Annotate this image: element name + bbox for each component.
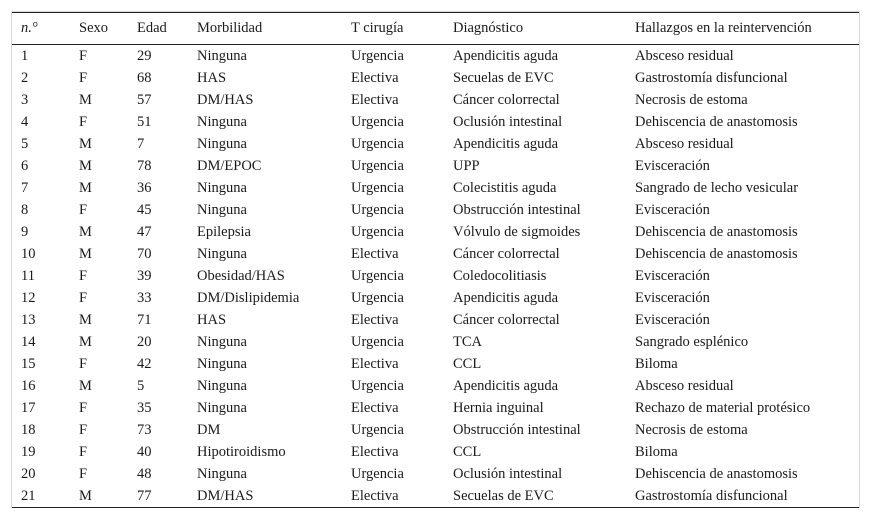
cell-findings: Gastrostomía disfuncional — [635, 69, 788, 86]
cell-age: 39 — [137, 267, 152, 284]
cell-findings: Absceso residual — [635, 377, 734, 394]
cell-morbidity: Ninguna — [197, 113, 247, 130]
table-row — [12, 45, 859, 68]
cell-morbidity: Epilepsia — [197, 223, 251, 240]
cell-morbidity: Ninguna — [197, 179, 247, 196]
table-row — [12, 397, 859, 419]
cell-findings: Evisceración — [635, 311, 710, 328]
table-row — [12, 155, 859, 177]
cell-age: 7 — [137, 135, 145, 152]
header-row — [12, 13, 859, 45]
cell-age: 33 — [137, 289, 152, 306]
cell-number: 14 — [21, 333, 36, 350]
cell-number: 16 — [21, 377, 36, 394]
table-header — [12, 13, 859, 45]
cell-findings: Sangrado de lecho vesicular — [635, 179, 799, 196]
table-row — [12, 177, 859, 199]
cell-number: 19 — [21, 443, 36, 460]
cell-morbidity: DM/HAS — [188, 485, 342, 508]
header-sex: Sexo — [70, 13, 128, 45]
cell-morbidity: DM/Dislipidemia — [197, 289, 300, 306]
cell-diagnosis: CCL — [453, 355, 482, 372]
cell-age: 48 — [137, 465, 152, 482]
cell-diagnosis: Cáncer colorrectal — [453, 245, 560, 262]
cell-surgery-type: Urgencia — [351, 201, 404, 218]
table-row — [12, 287, 859, 309]
cell-surgery-type: Electiva — [351, 69, 399, 86]
reintervention-table — [12, 12, 859, 508]
cell-morbidity: DM — [197, 421, 221, 438]
cell-morbidity: HAS — [197, 311, 227, 328]
cell-morbidity: Ninguna — [197, 47, 247, 64]
cell-surgery-type: Electiva — [351, 311, 399, 328]
cell-findings: Absceso residual — [635, 47, 734, 64]
cell-morbidity: Ninguna — [197, 399, 247, 416]
cell-findings: Dehiscencia de anastomosis — [635, 465, 798, 482]
cell-number: 10 — [21, 245, 36, 262]
cell-age: 68 — [137, 69, 152, 86]
cell-age: 5 — [137, 377, 145, 394]
cell-morbidity: Ninguna — [197, 465, 247, 482]
cell-number: 3 — [21, 91, 29, 108]
header-findings: Hallazgos en la reintervención — [626, 13, 859, 45]
table-row — [12, 89, 859, 111]
cell-number: 5 — [21, 135, 29, 152]
cell-diagnosis: Apendicitis aguda — [453, 289, 559, 306]
cell-findings: Dehiscencia de anastomosis — [635, 245, 798, 262]
cell-age: 51 — [137, 113, 152, 130]
header-morbidity: Morbilidad — [188, 13, 342, 45]
cell-sex: M — [79, 179, 92, 196]
table-row — [12, 441, 859, 463]
cell-findings: Dehiscencia de anastomosis — [635, 223, 798, 240]
cell-findings: Rechazo de material protésico — [635, 399, 811, 416]
cell-age: 57 — [137, 91, 152, 108]
table-row — [12, 265, 859, 287]
table-row — [12, 375, 859, 397]
table-row — [12, 111, 859, 133]
cell-sex: F — [79, 289, 88, 306]
cell-sex: F — [79, 355, 88, 372]
cell-diagnosis: Obstrucción intestinal — [453, 421, 581, 438]
table-row — [12, 485, 859, 508]
cell-age: 35 — [137, 399, 152, 416]
cell-diagnosis: Vólvulo de sigmoides — [453, 223, 581, 240]
cell-findings: Evisceración — [635, 289, 710, 306]
cell-morbidity: Ninguna — [197, 201, 247, 218]
cell-findings: Biloma — [635, 355, 678, 372]
cell-surgery-type: Electiva — [351, 245, 399, 262]
cell-diagnosis: TCA — [453, 333, 482, 350]
cell-sex: F — [79, 443, 88, 460]
table-row — [12, 221, 859, 243]
cell-number: 4 — [21, 113, 29, 130]
cell-age: 20 — [137, 333, 152, 350]
cell-morbidity: Obesidad/HAS — [197, 267, 285, 284]
cell-morbidity: Ninguna — [197, 333, 247, 350]
cell-sex: M — [79, 91, 92, 108]
cell-sex: M — [79, 245, 92, 262]
cell-findings: Biloma — [635, 443, 678, 460]
header-surgery-type: T cirugía — [342, 13, 444, 45]
cell-number: 15 — [21, 355, 36, 372]
cell-diagnosis: Hernia inguinal — [453, 399, 544, 416]
header-age: Edad — [128, 13, 188, 45]
cell-age: 70 — [137, 245, 152, 262]
cell-number: 12 — [21, 289, 36, 306]
cell-sex: F — [79, 421, 88, 438]
table-row — [12, 419, 859, 441]
cell-diagnosis: Apendicitis aguda — [453, 47, 559, 64]
header-diagnosis: Diagnóstico — [444, 13, 626, 45]
cell-diagnosis: Secuelas de EVC — [453, 69, 554, 86]
cell-surgery-type: Urgencia — [351, 223, 404, 240]
cell-number: 13 — [21, 311, 36, 328]
cell-number: 2 — [21, 69, 29, 86]
cell-morbidity: Ninguna — [197, 245, 247, 262]
cell-number: 7 — [21, 179, 29, 196]
cell-morbidity: DM/EPOC — [197, 157, 262, 174]
cell-age: 36 — [137, 179, 152, 196]
cell-surgery-type: Urgencia — [351, 465, 404, 482]
cell-diagnosis: Coledocolitiasis — [453, 267, 547, 284]
cell-surgery-type: Urgencia — [351, 179, 404, 196]
cell-morbidity: Ninguna — [197, 355, 247, 372]
cell-morbidity: Hipotiroidismo — [197, 443, 286, 460]
cell-number: 18 — [21, 421, 36, 438]
cell-surgery-type: Electiva — [351, 399, 399, 416]
cell-surgery-type: Urgencia — [351, 113, 404, 130]
cell-findings: Evisceración — [635, 201, 710, 218]
table-row — [12, 353, 859, 375]
cell-diagnosis: Oclusión intestinal — [453, 113, 563, 130]
cell-sex: M — [79, 135, 92, 152]
cell-diagnosis: Cáncer colorrectal — [453, 311, 560, 328]
cell-age: 78 — [137, 157, 152, 174]
cell-surgery-type: Urgencia — [351, 377, 404, 394]
table-row — [12, 67, 859, 89]
cell-sex: M — [70, 485, 128, 508]
cell-diagnosis: Obstrucción intestinal — [453, 201, 581, 218]
cell-sex: F — [79, 399, 88, 416]
cell-findings: Evisceración — [635, 267, 710, 284]
cell-surgery-type: Urgencia — [351, 289, 404, 306]
reintervention-table-container — [11, 11, 860, 508]
cell-age: 73 — [137, 421, 152, 438]
cell-number: 21 — [12, 485, 70, 508]
table-row — [12, 199, 859, 221]
table-row — [12, 331, 859, 353]
cell-diagnosis: CCL — [453, 443, 482, 460]
cell-surgery-type: Electiva — [351, 355, 399, 372]
cell-number: 9 — [21, 223, 29, 240]
cell-sex: M — [79, 333, 92, 350]
table-row — [12, 133, 859, 155]
table-row — [12, 243, 859, 265]
header-number: n.° — [12, 13, 70, 45]
table-body — [12, 45, 859, 508]
cell-diagnosis: Oclusión intestinal — [453, 465, 563, 482]
cell-surgery-type: Urgencia — [351, 157, 404, 174]
cell-findings: Sangrado esplénico — [635, 333, 749, 350]
cell-sex: M — [79, 377, 92, 394]
cell-findings: Necrosis de estoma — [635, 91, 748, 108]
cell-surgery-type: Urgencia — [351, 267, 404, 284]
cell-number: 20 — [21, 465, 36, 482]
cell-surgery-type: Urgencia — [351, 47, 404, 64]
cell-age: 42 — [137, 355, 152, 372]
cell-sex: F — [79, 267, 88, 284]
table-row — [12, 463, 859, 485]
cell-surgery-type: Electiva — [342, 485, 444, 508]
cell-age: 45 — [137, 201, 152, 218]
cell-number: 6 — [21, 157, 29, 174]
cell-surgery-type: Urgencia — [351, 333, 404, 350]
cell-surgery-type: Urgencia — [351, 135, 404, 152]
cell-sex: F — [79, 69, 88, 86]
cell-age: 29 — [137, 47, 152, 64]
cell-sex: F — [79, 47, 88, 64]
cell-sex: M — [79, 223, 92, 240]
cell-number: 11 — [21, 267, 35, 284]
cell-findings: Gastrostomía disfuncional — [626, 485, 859, 508]
cell-age: 77 — [128, 485, 188, 508]
cell-findings: Necrosis de estoma — [635, 421, 748, 438]
cell-surgery-type: Urgencia — [351, 421, 404, 438]
cell-diagnosis: Apendicitis aguda — [453, 135, 559, 152]
cell-surgery-type: Electiva — [351, 443, 399, 460]
cell-diagnosis: Colecistitis aguda — [453, 179, 557, 196]
cell-morbidity: HAS — [197, 69, 227, 86]
cell-number: 17 — [21, 399, 36, 416]
cell-surgery-type: Electiva — [351, 91, 399, 108]
cell-morbidity: Ninguna — [197, 377, 247, 394]
cell-age: 71 — [137, 311, 152, 328]
cell-sex: M — [79, 311, 92, 328]
cell-number: 1 — [21, 47, 29, 64]
cell-morbidity: DM/HAS — [197, 91, 254, 108]
cell-findings: Absceso residual — [635, 135, 734, 152]
cell-diagnosis: Secuelas de EVC — [444, 485, 626, 508]
cell-sex: F — [79, 465, 88, 482]
cell-diagnosis: UPP — [453, 157, 480, 174]
cell-age: 40 — [137, 443, 152, 460]
cell-diagnosis: Cáncer colorrectal — [453, 91, 560, 108]
cell-morbidity: Ninguna — [197, 135, 247, 152]
cell-age: 47 — [137, 223, 152, 240]
cell-sex: F — [79, 113, 88, 130]
table-row — [12, 309, 859, 331]
cell-findings: Evisceración — [635, 157, 710, 174]
cell-diagnosis: Apendicitis aguda — [453, 377, 559, 394]
cell-sex: M — [79, 157, 92, 174]
cell-number: 8 — [21, 201, 29, 218]
cell-findings: Dehiscencia de anastomosis — [635, 113, 798, 130]
cell-sex: F — [79, 201, 88, 218]
